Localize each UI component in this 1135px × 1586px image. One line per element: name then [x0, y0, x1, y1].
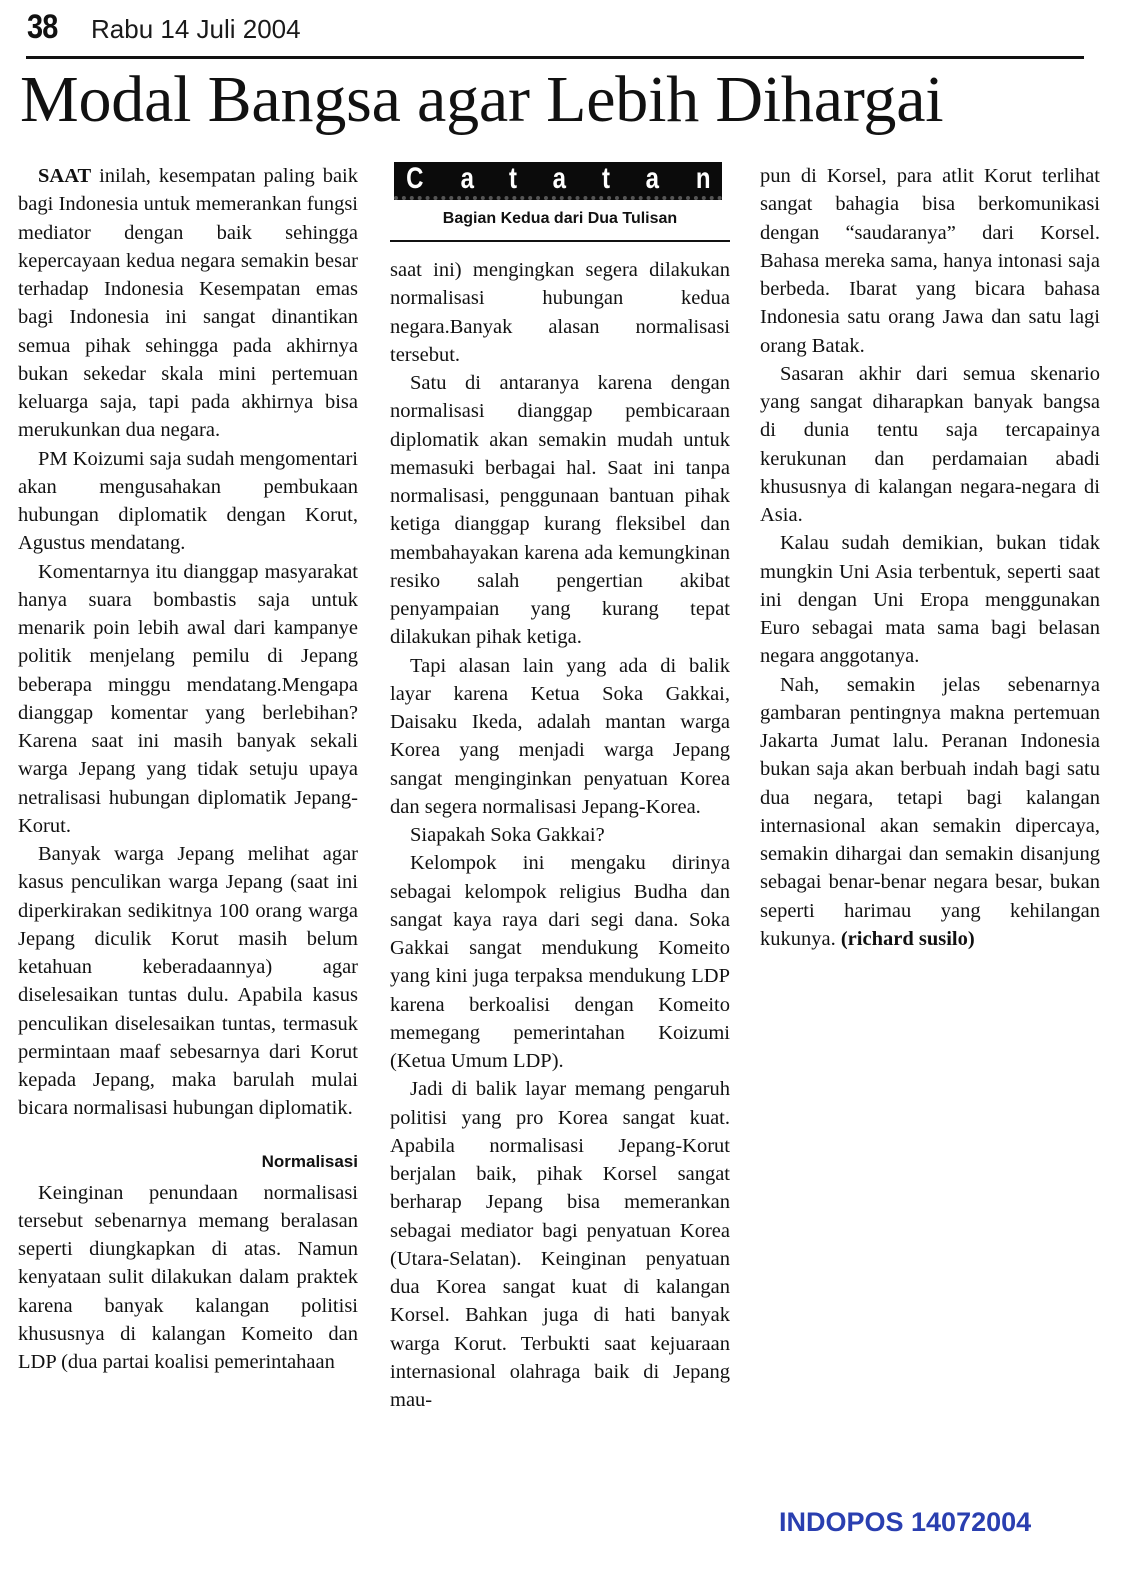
paragraph: Kelompok ini mengaku dirinya sebagai kelompok religius Budha dan sangat kaya raya dari segi dana. Soka Gakkai sangat mendukung Komeito yang kini juga terpaksa mendukung LDP karena berkoalisi dengan Komeito memegang pemerintahan Koizumi (Ketua Umum LDP). — [390, 852, 730, 1072]
article-column-2 — [390, 162, 730, 1414]
paragraph-text: Nah, semakin jelas sebenarnya gambaran pentingnya makna pertemuan Jakarta Jumat lalu. Peranan Indonesia bukan saja akan berbuah indah bagi satu dua negara, tetapi bagi kalangan internasional akan semakin dipercaya, semakin dihargai dan semakin disanjung sebagai benar-benar negara besar, bukan seperti harimau yang kehilangan kukunya. — [760, 673, 1100, 950]
paragraph: Satu di antaranya karena dengan normalisasi dianggap pembicaraan diplomatik akan semakin mudah untuk memasuki berbagai hal. Saat ini tanpa normalisasi, penggunaan bantuan pihak ketiga dianggap kurang fleksibel dan membahayakan karena ada kemungkinan resiko salah pengertian akibat penyampaian yang kurang tepat dilakukan pihak ketiga. — [390, 372, 730, 649]
paragraph-text: inilah, kesempatan paling baik bagi Indonesia untuk memerankan fungsi mediator dengan baik sehingga kepercayaan kedua negara semakin besar terhadap Indonesia Kesempatan emas bagi Indonesia ini sangat dinantikan semua pihak sehingga pada akhirnya bukan sekedar skala mini pertemuan keluarga saja, tapi pada akhirnya bisa merukunkan dua negara. — [18, 165, 358, 442]
paragraph — [760, 671, 1100, 954]
paragraph: PM Koizumi saja sudah mengomentari akan mengusahakan pembukaan hubungan diplomatik dengan Korut, Agustus mendatang. — [18, 447, 358, 555]
author-byline: (richard susilo) — [840, 927, 975, 950]
catatan-label-box — [394, 162, 722, 200]
masthead — [27, 8, 301, 48]
subtitle-rule — [390, 240, 730, 242]
paragraph: Keinginan penundaan normalisasi tersebut sebenarnya memang beralasan seperti diungkapkan di atas. Namun kenyataan sulit dilakukan dalam praktek karena banyak kalangan politisi khususnya di kalangan Komeito dan LDP (dua partai koalisi pemerintahaan — [18, 1181, 358, 1373]
paragraph: Siapakah Soka Gakkai? — [410, 824, 605, 846]
header-rule — [26, 56, 1084, 59]
paragraph: Kalau sudah demikian, bukan tidak mungkin Uni Asia terbentuk, seperti saat ini dengan Uni Eropa menggunakan Euro sebagai mata sama bagi belasan negara anggotanya. — [760, 532, 1100, 668]
paragraph — [18, 162, 358, 445]
article-column-3 — [760, 162, 1100, 953]
paragraph: Banyak warga Jepang melihat agar kasus penculikan warga Jepang (saat ini diperkirakan sedikitnya 100 orang warga Jepang diculik Korut masih belum ketahuan keberadaannya) agar diselesaikan tuntas dulu. Apabila kasus penculikan diselesaikan tuntas, termasuk permintaan maaf sebesarnya dari Korut kepada Jepang, maka barulah mulai bicara normalisasi hubungan diplomatik. — [18, 843, 358, 1120]
section-subhead: Normalisasi — [261, 1151, 358, 1171]
catatan-letter: a — [460, 161, 474, 195]
catatan-letter: a — [552, 161, 567, 195]
source-stamp: INDOPOS 14072004 — [779, 1507, 1032, 1537]
paragraph: Tapi alasan lain yang ada di balik layar karena Ketua Soka Gakkai, Daisaku Ikeda, adalah mantan warga Korea yang menjadi warga Jepang sangat menginginkan penyatuan Korea dan segera normalisasi Jepang-Korea. — [390, 654, 730, 818]
catatan-letter: n — [695, 161, 711, 195]
series-subtitle: Bagian Kedua dari Dua Tulisan — [442, 210, 678, 227]
publication-date: Rabu 14 Juli 2004 — [91, 14, 301, 44]
catatan-letter: a — [645, 161, 659, 195]
catatan-letter: C — [406, 161, 424, 195]
paragraph: Jadi di balik layar memang pengaruh politisi yang pro Korea sangat kuat. Apabila normalisasi Jepang-Korut berjalan baik, pihak Korsel sangat berharap Jepang bisa memerankan sebagai mediator bagi penyatuan Korea (Utara-Selatan). Keinginan penyatuan dua Korea sangat kuat di kalangan Korsel. Bahkan juga di hati banyak warga Korut. Terbukti saat kejuaraan internasional olahraga baik di Jepang mau- — [390, 1078, 730, 1411]
paragraph: pun di Korsel, para atlit Korut terlihat sangat bahagia bisa berkomunikasi dengan “saudaranya” dari Korsel. Bahasa mereka sama, hanya intonasi saja berbeda. Ibarat yang bicara bahasa Indonesia satu orang Jawa dan satu lagi orang Batak. — [760, 165, 1100, 357]
page-number: 38 — [27, 8, 58, 46]
paragraph: saat ini) mengingkan segera dilakukan normalisasi hubungan kedua negara.Banyak alasan normalisasi tersebut. — [390, 259, 730, 366]
paragraph: Sasaran akhir dari semua skenario yang sangat diharapkan banyak bangsa di dunia tentu saja tercapainya kerukunan dan perdamaian abadi khususnya di kalangan negara-negara di Asia. — [760, 362, 1100, 526]
lead-word: SAAT — [38, 165, 92, 187]
paragraph: Komentarnya itu dianggap masyarakat hanya suara bombastis saja untuk menarik poin lebih awal dari kampanye politik menjelang pemilu di Jepang beberapa minggu mendatang.Mengapa dianggap komentar yang berlebihan? Karena saat ini masih banyak sekali warga Jepang yang tidak setuju upaya netralisasi hubungan diplomatik Jepang-Korut. — [18, 560, 358, 837]
catatan-letter: t — [601, 161, 610, 195]
article-headline: Modal Bangsa agar Lebih Dihargai — [20, 63, 944, 136]
catatan-letter: t — [509, 161, 518, 195]
article-column-1 — [18, 162, 358, 1376]
